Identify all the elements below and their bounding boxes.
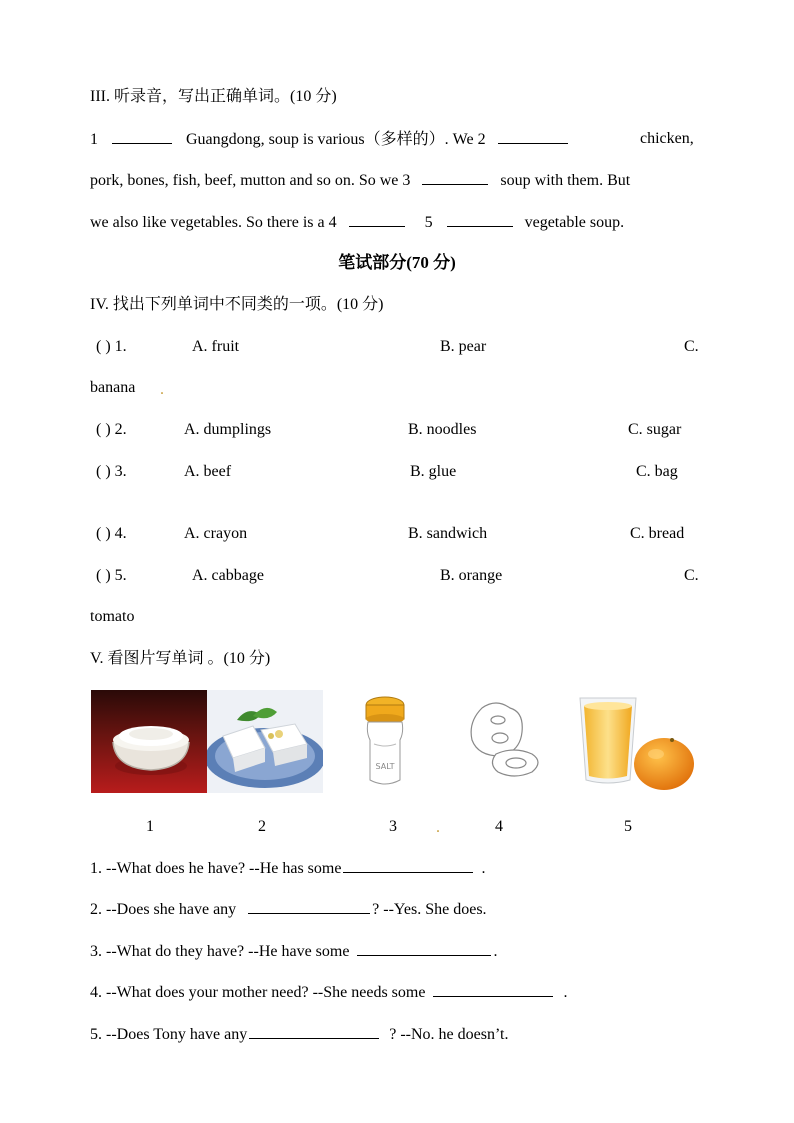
picture-5-orange-juice [576,692,698,792]
sentence-end: . [563,984,568,1001]
option-a: A. beef [184,463,232,480]
picture-number-2: 2 [258,818,266,835]
section-5-heading: V. 看图片写单词 。(10 分) [90,650,271,667]
answer-parentheses[interactable]: ( ) [96,421,111,438]
salt-label: SALT [375,762,395,771]
section-4-heading: IV. 找出下列单词中不同类的一项。(10 分) [90,296,384,313]
section-3-line-3 [90,212,624,233]
picture-number-1: 1 [146,818,154,835]
option-c: C. bread [630,525,685,542]
sentence-end: . [493,943,498,960]
option-b: B. glue [410,463,457,480]
question-2 [96,420,127,440]
option-a: A. crayon [184,525,248,542]
option-b: B. sandwich [408,525,488,542]
sentence-text: 2. --Does she have any [90,901,237,918]
answer-parentheses[interactable]: ( ) [96,567,111,584]
option-c-word: tomato [90,608,135,625]
sentence-end: ? --Yes. She does. [372,901,487,918]
sentence-end: ? --No. he doesn’t. [389,1026,509,1043]
option-b: B. orange [440,567,503,584]
picture-1-bowl-of-sugar [91,690,207,793]
answer-parentheses[interactable]: ( ) [96,525,111,542]
answer-blank-s3[interactable] [357,941,491,956]
question-4 [96,524,127,544]
answer-blank-2[interactable] [498,129,568,144]
picture-2-tofu [207,690,323,793]
sentence-4 [90,982,567,1003]
section-3-heading: III. 听录音，写出正确单词。(10 分) [90,88,337,105]
question-3 [96,462,127,482]
option-c-label: C. [684,567,699,584]
answer-parentheses[interactable]: ( ) [96,338,111,355]
sentence-text: 5. --Does Tony have any [90,1026,248,1043]
option-a: A. fruit [192,338,240,355]
sentence-text: 3. --What do they have? --He have some [90,943,350,960]
section-3-line-1 [90,129,576,150]
sentence-5 [90,1024,508,1045]
answer-blank-s5[interactable] [249,1024,379,1039]
question-number: 4. [114,525,127,542]
passage-text: soup with them. But [500,172,631,189]
answer-blank-1[interactable] [112,129,172,144]
question-number: 2. [114,421,127,438]
option-c-word: banana [90,379,136,396]
option-b: B. pear [440,338,487,355]
question-1 [96,337,127,357]
option-b: B. noodles [408,421,477,438]
question-number: 3. [114,463,127,480]
answer-parentheses[interactable]: ( ) [96,463,111,480]
picture-number-4: 4 [495,818,503,835]
sentence-1 [90,858,485,879]
passage-text: pork, bones, fish, beef, mutton and so on. So we 3 [90,172,411,189]
option-c-label: C. [684,338,699,355]
sentence-text: 4. --What does your mother need? --She needs some [90,984,426,1001]
option-a: A. cabbage [192,567,264,584]
sentence-end: . [481,860,486,877]
section-3-line-2 [90,170,630,191]
option-c: C. bag [636,463,678,480]
picture-3-salt-shaker [360,692,410,790]
sentence-2 [90,899,487,920]
blank-number-5: 5 [424,214,433,231]
answer-blank-s4[interactable] [433,982,553,997]
picture-number-3: 3 [389,818,397,835]
stray-dot: . [436,819,440,836]
question-5 [96,566,127,586]
blank-number-1: 1 [90,131,98,148]
answer-blank-s2[interactable] [248,899,370,914]
written-part-title: 笔试部分(70 分) [338,253,456,272]
passage-text-chicken: chicken, [640,130,694,147]
option-c: C. sugar [628,421,682,438]
answer-blank-3[interactable] [422,170,488,185]
passage-text: Guangdong, soup is various（多样的）. We 2 [186,131,486,148]
passage-text: we also like vegetables. So there is a 4 [90,214,337,231]
answer-blank-4[interactable] [349,212,405,227]
question-number: 1. [114,338,127,355]
sentence-text: 1. --What does he have? --He has some [90,860,342,877]
picture-4-bread-slices [466,700,546,782]
option-a: A. dumplings [184,421,272,438]
passage-text: vegetable soup. [524,214,625,231]
answer-blank-5[interactable] [447,212,513,227]
sentence-3 [90,941,497,962]
stray-dot: . [160,381,164,398]
answer-blank-s1[interactable] [343,858,473,873]
question-number: 5. [114,567,127,584]
picture-number-5: 5 [624,818,632,835]
